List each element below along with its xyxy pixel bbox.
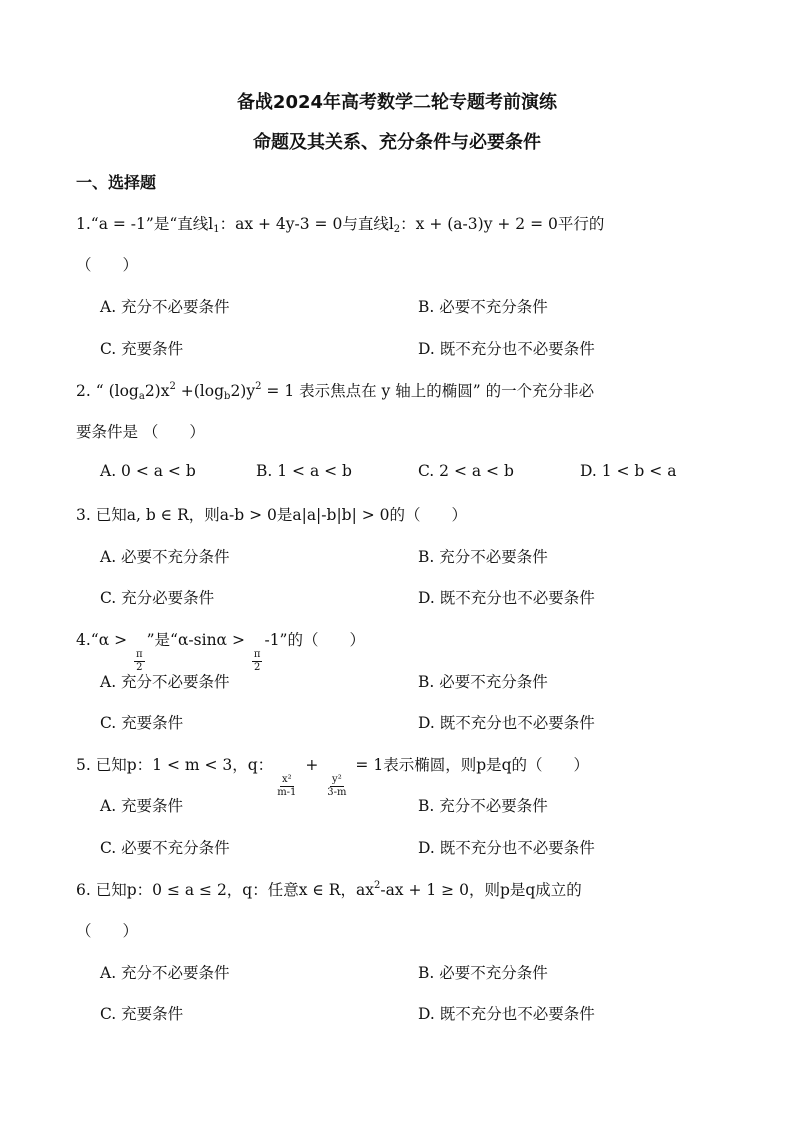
question-4-stem: 4.“α > $\frac{\pi}{2}$ ”是“α-sinα > $\frac{\pi}{2}$ -1”的（ ） <box>76 631 365 673</box>
page-title: 备战2024年高考数学二轮专题考前演练 <box>236 92 558 113</box>
question-number: 3. <box>76 506 91 524</box>
fraction: $\frac{\pi}{2}$ <box>253 649 261 673</box>
question-number: 6. <box>76 881 91 899</box>
question-1-stem: 1.“a = -1”是“直线$l_1$：ax + 4y-3 = 0与直线$l_2$：x + (a-3)y + 2 = 0平行的 <box>76 215 605 235</box>
question-2-stem: 2. “ $(\log_a2)x^2 +(\log_b2)y^2 = 1$ 表示焦点在 y 轴上的椭圆” 的一个充分非必 <box>76 381 595 402</box>
question-number: 4. <box>76 631 91 649</box>
question-3-option-d[interactable]: D. 既不充分也不必要条件 <box>418 589 595 607</box>
question-6-option-d[interactable]: D. 既不充分也不必要条件 <box>418 1005 595 1023</box>
question-2-option-b[interactable]: B. 1 < a < b <box>256 462 352 480</box>
question-2-stem-continued: 要条件是 （ ） <box>76 423 205 441</box>
question-6-option-b[interactable]: B. 必要不充分条件 <box>418 964 548 982</box>
page-subtitle: 命题及其关系、充分条件与必要条件 <box>253 132 541 153</box>
question-4-option-c[interactable]: C. 充要条件 <box>100 714 184 732</box>
question-1-option-c[interactable]: C. 充要条件 <box>100 340 184 358</box>
question-3-option-c[interactable]: C. 充分必要条件 <box>100 589 215 607</box>
question-6-stem: 6. 已知p：0 ≤ a ≤ 2，q：任意x ∈ R，$ax^2-ax + 1 \ge 0$，则p是q成立的 <box>76 880 582 899</box>
section-heading: 一、选择题 <box>76 173 157 192</box>
question-number: 1. <box>76 215 91 233</box>
question-2-option-c[interactable]: C. 2 < a < b <box>418 462 514 480</box>
question-number: 2. <box>76 382 91 400</box>
question-4-option-a[interactable]: A. 充分不必要条件 <box>100 673 230 691</box>
question-2-option-d[interactable]: D. 1 < b < a <box>580 462 677 480</box>
fraction: $\frac{\text{y²}}{3-m}$ <box>327 774 347 798</box>
question-4-option-b[interactable]: B. 必要不充分条件 <box>418 673 548 691</box>
answer-blank: （ ） <box>76 922 139 940</box>
question-5-option-c[interactable]: C. 必要不充分条件 <box>100 839 230 857</box>
question-3-stem: 3. 已知a, b ∈ R，则a-b > 0是a|a|-b|b| > 0的（ ） <box>76 506 468 524</box>
question-6-option-c[interactable]: C. 充要条件 <box>100 1005 184 1023</box>
question-5-stem: 5. 已知p：1 < m < 3，q： $\frac{\text{x²}}{m-1}$ + $\frac{\text{y²}}{3-m}$ = 1表示椭圆，则p是q的（ ） <box>76 756 590 798</box>
question-5-option-d[interactable]: D. 既不充分也不必要条件 <box>418 839 595 857</box>
question-3-option-b[interactable]: B. 充分不必要条件 <box>418 548 548 566</box>
question-6-option-a[interactable]: A. 充分不必要条件 <box>100 964 230 982</box>
question-1-option-b[interactable]: B. 必要不充分条件 <box>418 298 548 316</box>
answer-blank: （ ） <box>76 256 139 274</box>
question-5-option-a[interactable]: A. 充要条件 <box>100 797 184 815</box>
question-4-option-d[interactable]: D. 既不充分也不必要条件 <box>418 714 595 732</box>
question-5-option-b[interactable]: B. 充分不必要条件 <box>418 797 548 815</box>
fraction: $\frac{\text{x²}}{m-1}$ <box>277 774 297 798</box>
question-2-option-a[interactable]: A. 0 < a < b <box>100 462 196 480</box>
fraction: $\frac{\pi}{2}$ <box>136 649 143 673</box>
question-number: 5. <box>76 756 91 774</box>
question-1-option-d[interactable]: D. 既不充分也不必要条件 <box>418 340 595 358</box>
question-3-option-a[interactable]: A. 必要不充分条件 <box>100 548 230 566</box>
question-1-option-a[interactable]: A. 充分不必要条件 <box>100 298 230 316</box>
